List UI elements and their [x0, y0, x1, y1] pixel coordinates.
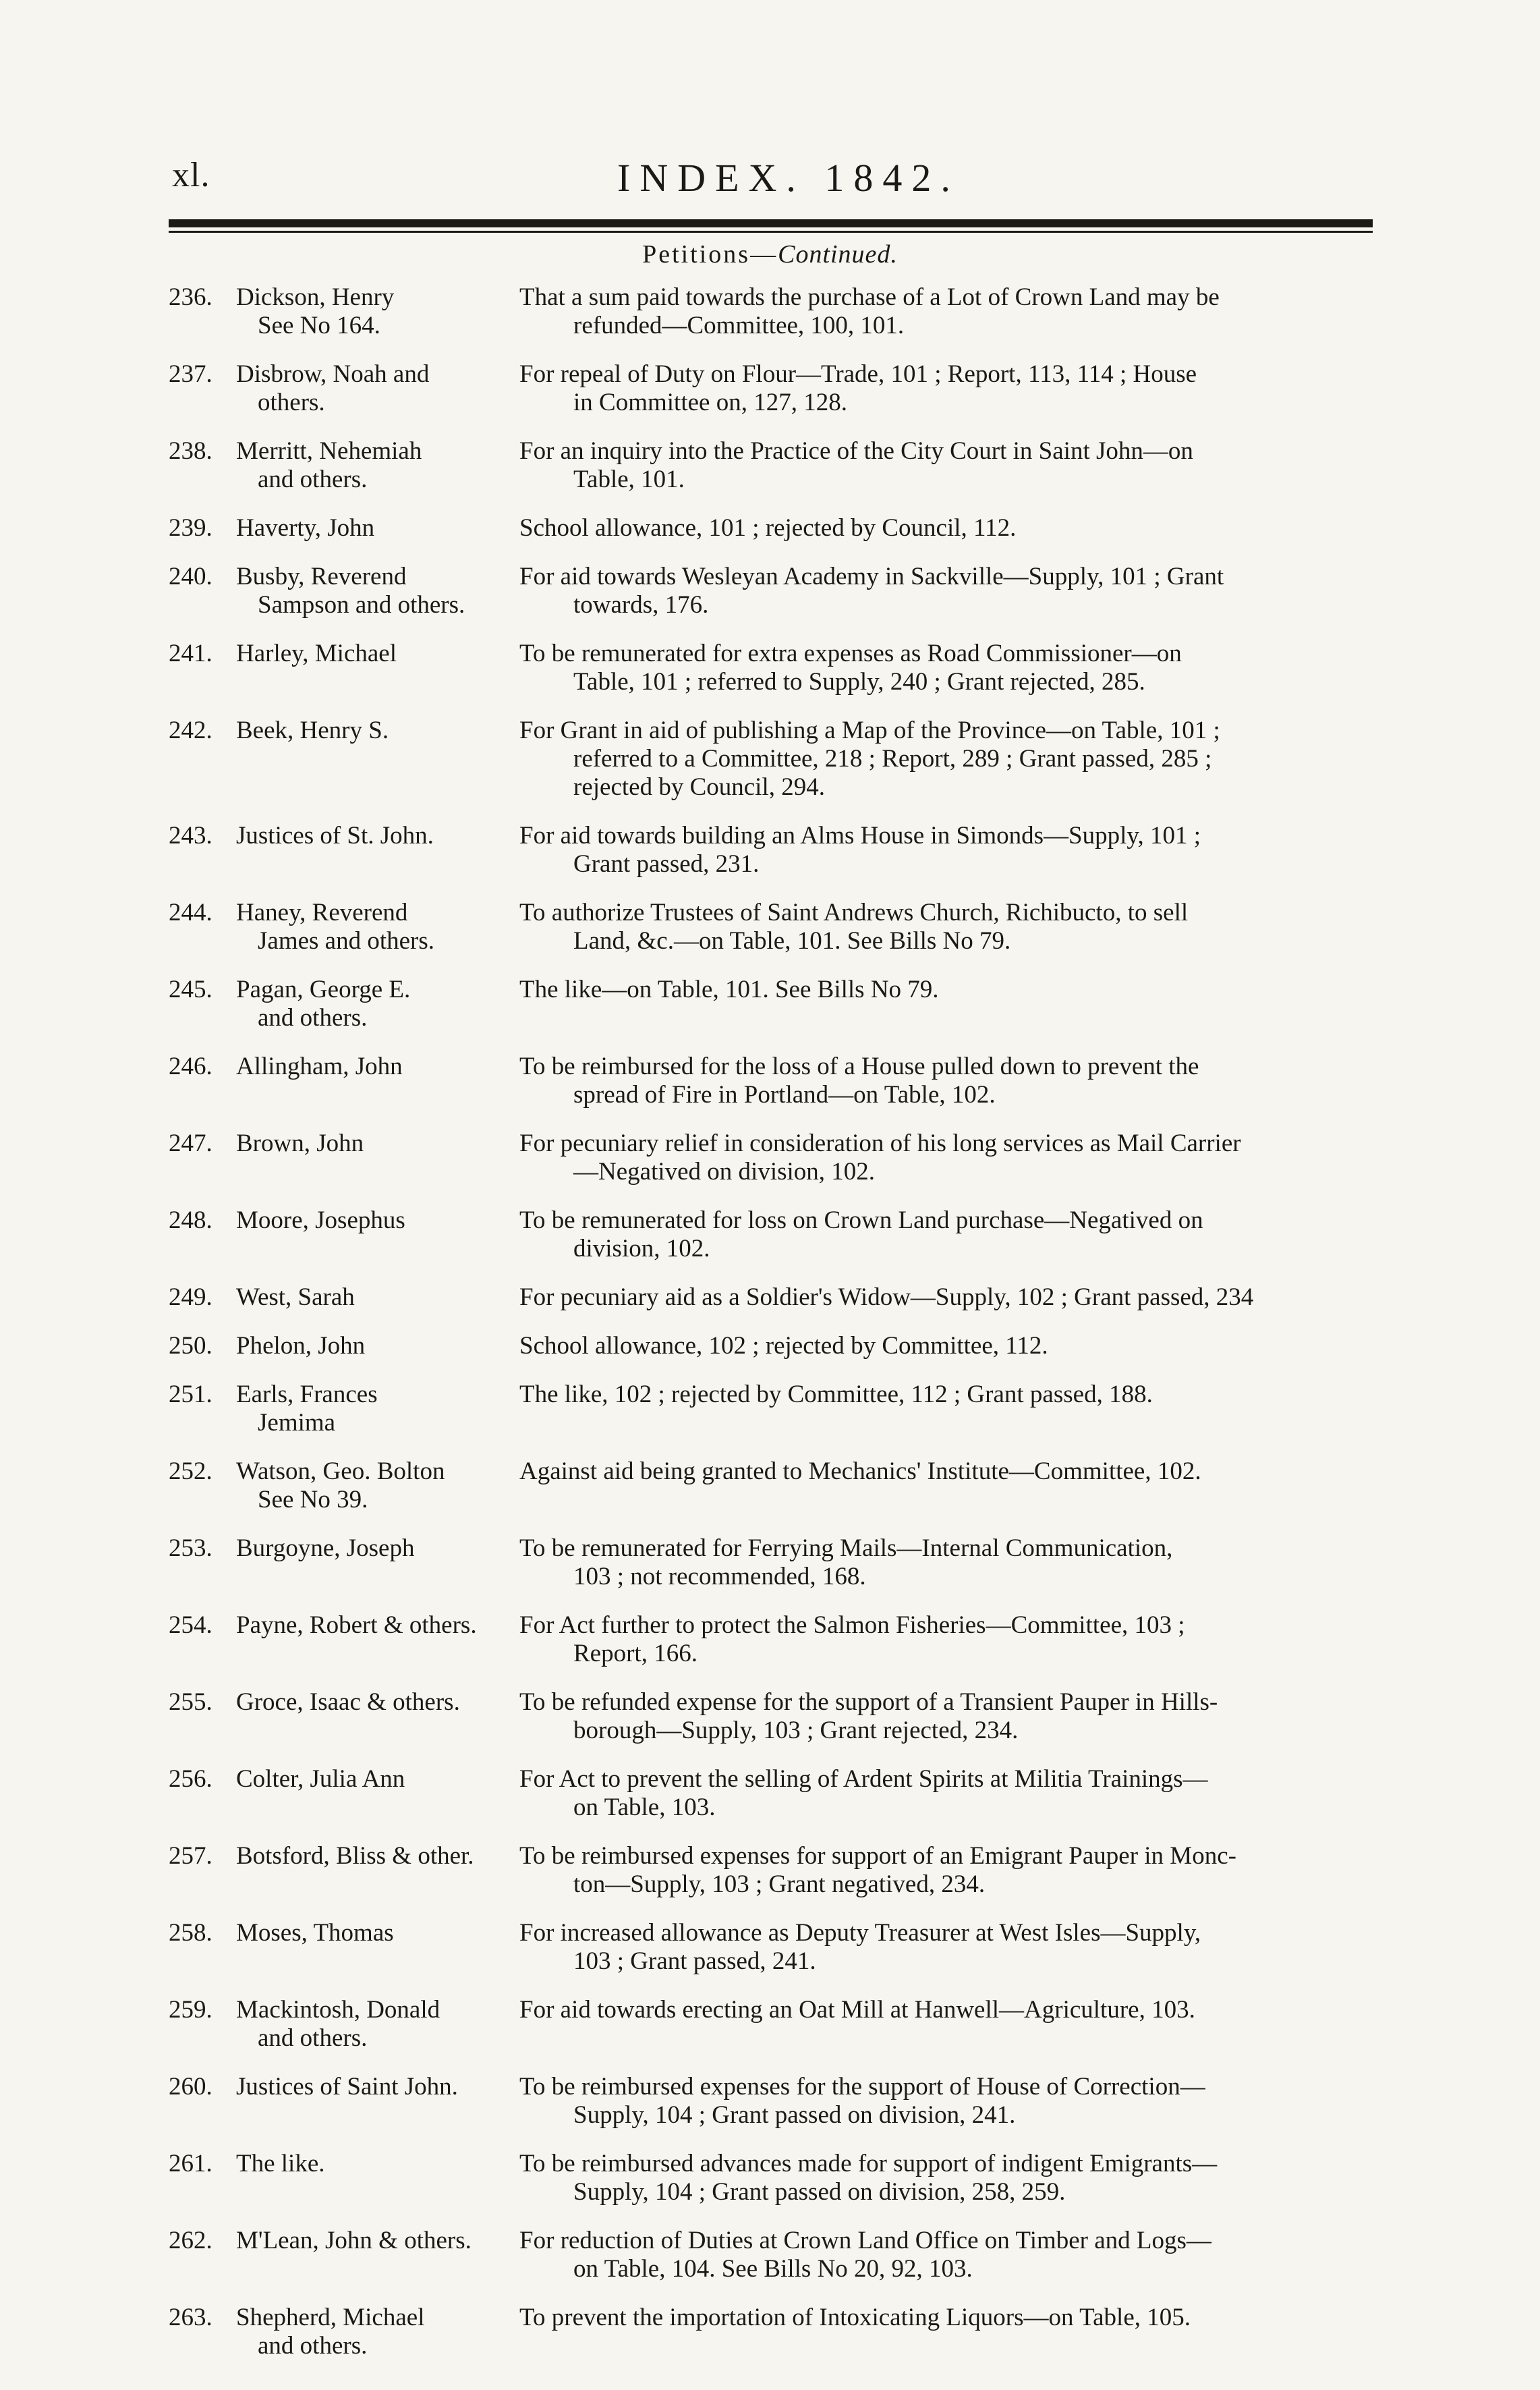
entry-number: 238.	[169, 437, 212, 465]
petitioner-line: James and others.	[258, 927, 435, 955]
entry-petitioner	[236, 1130, 519, 1158]
index-entry	[169, 1283, 1376, 1312]
entry-description	[519, 899, 1376, 955]
index-entry	[169, 1765, 1376, 1822]
entry-number: 263.	[169, 2304, 212, 2331]
description-line: For aid towards Wesleyan Academy in Sackville—Supply, 101 ; Grant	[519, 563, 1224, 590]
description-line: For aid towards erecting an Oat Mill at Hanwell—Agriculture, 103.	[519, 1996, 1195, 2024]
entry-number: 259.	[169, 1996, 212, 2024]
entry-description	[519, 2073, 1376, 2130]
description-line: To be remunerated for loss on Crown Land purchase—Negatived on	[519, 1206, 1203, 1234]
index-entry	[169, 1053, 1376, 1109]
description-line: Report, 166.	[573, 1640, 697, 1667]
description-line: Grant passed, 231.	[573, 850, 760, 878]
description-line: refunded—Committee, 100, 101.	[573, 312, 905, 339]
entry-number: 260.	[169, 2073, 212, 2101]
entry-petitioner	[236, 2227, 519, 2255]
description-line: For reduction of Duties at Crown Land Office on Timber and Logs—	[519, 2227, 1211, 2254]
description-line: Against aid being granted to Mechanics' Institute—Committee, 102.	[519, 1457, 1201, 1485]
description-line: To be reimbursed advances made for support of indigent Emigrants—	[519, 2150, 1218, 2177]
entry-petitioner	[236, 717, 519, 745]
petitioner-line: and others.	[258, 466, 368, 493]
entry-petitioner	[236, 1457, 519, 1514]
index-entry	[169, 283, 1376, 340]
petitioner-line: Dickson, Henry	[236, 283, 395, 311]
entry-petitioner	[236, 640, 519, 668]
index-entry	[169, 1919, 1376, 1976]
index-entry	[169, 563, 1376, 619]
description-line: For repeal of Duty on Flour—Trade, 101 ; Report, 113, 114 ; House	[519, 360, 1197, 388]
description-line: towards, 176.	[573, 591, 709, 619]
petitioner-line: Merritt, Nehemiah	[236, 437, 422, 465]
entry-number: 239.	[169, 514, 212, 542]
index-entry	[169, 2304, 1376, 2360]
description-line: ton—Supply, 103 ; Grant negatived, 234.	[573, 1870, 986, 1898]
index-entry	[169, 1130, 1376, 1186]
petitioner-line: Haney, Reverend	[236, 899, 408, 926]
petitioner-line: See No 164.	[258, 312, 380, 339]
petitioner-line: Moore, Josephus	[236, 1206, 405, 1234]
petitioner-line: Burgoyne, Joseph	[236, 1534, 415, 1562]
entry-number: 237.	[169, 360, 212, 388]
description-line: borough—Supply, 103 ; Grant rejected, 234.	[573, 1717, 1019, 1744]
petitioner-line: Mackintosh, Donald	[236, 1996, 440, 2024]
description-line: —Negatived on division, 102.	[573, 1158, 876, 1186]
petitioner-line: Payne, Robert & others.	[236, 1611, 477, 1639]
entry-petitioner	[236, 2150, 519, 2178]
description-line: To authorize Trustees of Saint Andrews Church, Richibucto, to sell	[519, 899, 1189, 926]
entry-description	[519, 2227, 1376, 2283]
description-line: spread of Fire in Portland—on Table, 102.	[573, 1081, 996, 1109]
entry-petitioner	[236, 1688, 519, 1717]
entry-number: 261.	[169, 2150, 212, 2177]
petitioner-line: Brown, John	[236, 1130, 364, 1157]
petitioner-line: Phelon, John	[236, 1332, 366, 1360]
description-line: rejected by Council, 294.	[573, 773, 825, 801]
entry-number: 247.	[169, 1130, 212, 1157]
header-rule-thin	[169, 231, 1373, 233]
entry-petitioner	[236, 360, 519, 417]
entry-number: 254.	[169, 1611, 212, 1639]
entry-description	[519, 1053, 1376, 1109]
index-entry	[169, 1457, 1376, 1514]
entry-petitioner	[236, 437, 519, 494]
entry-description	[519, 822, 1376, 879]
entry-description	[519, 1611, 1376, 1668]
entry-description	[519, 2304, 1376, 2332]
description-line: 103 ; not recommended, 168.	[573, 1563, 866, 1590]
petitioner-line: Moses, Thomas	[236, 1919, 394, 1947]
description-line: That a sum paid towards the purchase of a Lot of Crown Land may be	[519, 283, 1220, 311]
entry-petitioner	[236, 1283, 519, 1312]
section-continued: Continued.	[778, 240, 898, 269]
description-line: For Act to prevent the selling of Ardent Spirits at Militia Trainings—	[519, 1765, 1208, 1793]
entry-description	[519, 1283, 1376, 1312]
entry-description	[519, 1381, 1376, 1409]
index-entry	[169, 1611, 1376, 1668]
petitioner-line: Jemima	[258, 1409, 336, 1437]
petitioner-line: Pagan, George E.	[236, 976, 411, 1003]
entry-description	[519, 360, 1376, 417]
entry-description	[519, 1332, 1376, 1360]
entry-description	[519, 1765, 1376, 1822]
description-line: To be reimbursed expenses for the support of House of Correction—	[519, 2073, 1205, 2101]
entry-petitioner	[236, 2073, 519, 2101]
entry-petitioner	[236, 1053, 519, 1081]
section-label: Petitions—	[642, 240, 778, 269]
entry-petitioner	[236, 1206, 519, 1235]
petitioner-line: Allingham, John	[236, 1053, 403, 1080]
petitioner-line: Disbrow, Noah and	[236, 360, 430, 388]
entry-petitioner	[236, 1996, 519, 2053]
description-line: For pecuniary aid as a Soldier's Widow—Supply, 102 ; Grant passed, 234	[519, 1283, 1254, 1311]
section-heading	[0, 240, 1540, 269]
entry-description	[519, 1457, 1376, 1486]
entry-description	[519, 1996, 1376, 2024]
entry-description	[519, 563, 1376, 619]
description-line: For increased allowance as Deputy Treasurer at West Isles—Supply,	[519, 1919, 1201, 1947]
entry-petitioner	[236, 976, 519, 1032]
description-line: The like—on Table, 101. See Bills No 79.	[519, 976, 939, 1003]
description-line: 103 ; Grant passed, 241.	[573, 1947, 816, 1975]
entry-number: 253.	[169, 1534, 212, 1562]
index-entry	[169, 437, 1376, 494]
entry-number: 249.	[169, 1283, 212, 1311]
description-line: School allowance, 102 ; rejected by Committee, 112.	[519, 1332, 1048, 1360]
petitioner-line: Beek, Henry S.	[236, 717, 389, 744]
entry-petitioner	[236, 1381, 519, 1437]
entry-petitioner	[236, 563, 519, 619]
petitioner-line: Botsford, Bliss & other.	[236, 1842, 474, 1870]
index-entry	[169, 1206, 1376, 1263]
entry-number: 243.	[169, 822, 212, 850]
entry-description	[519, 1534, 1376, 1591]
index-entry	[169, 1996, 1376, 2053]
entry-petitioner	[236, 1765, 519, 1794]
petitioner-line: Haverty, John	[236, 514, 375, 542]
index-entry	[169, 640, 1376, 696]
entry-petitioner	[236, 1332, 519, 1360]
petitioner-line: See No 39.	[258, 1486, 368, 1513]
entry-petitioner	[236, 1919, 519, 1947]
entry-description	[519, 437, 1376, 494]
description-line: in Committee on, 127, 128.	[573, 389, 847, 416]
entry-number: 246.	[169, 1053, 212, 1080]
entry-description	[519, 1130, 1376, 1186]
page-title: INDEX. 1842.	[617, 156, 960, 200]
description-line: referred to a Committee, 218 ; Report, 289 ; Grant passed, 285 ;	[573, 745, 1212, 773]
index-entry	[169, 1534, 1376, 1591]
petitioner-line: Shepherd, Michael	[236, 2304, 425, 2331]
entry-description	[519, 1919, 1376, 1976]
description-line: To be refunded expense for the support of a Transient Pauper in Hills-	[519, 1688, 1218, 1716]
entry-petitioner	[236, 1611, 519, 1640]
petitioner-line: M'Lean, John & others.	[236, 2227, 472, 2254]
entry-petitioner	[236, 822, 519, 850]
petitioner-line: others.	[258, 389, 325, 416]
entry-number: 252.	[169, 1457, 212, 1485]
index-entry	[169, 822, 1376, 879]
petitioner-line: Justices of Saint John.	[236, 2073, 458, 2101]
entry-petitioner	[236, 283, 519, 340]
entry-number: 258.	[169, 1919, 212, 1947]
description-line: Supply, 104 ; Grant passed on division, 258, 259.	[573, 2178, 1066, 2206]
entry-list	[169, 283, 1376, 2381]
index-entry	[169, 1332, 1376, 1360]
description-line: For aid towards building an Alms House in Simonds—Supply, 101 ;	[519, 822, 1201, 850]
description-line: on Table, 104. See Bills No 20, 92, 103.	[573, 2255, 973, 2283]
petitioner-line: Groce, Isaac & others.	[236, 1688, 460, 1716]
petitioner-line: The like.	[236, 2150, 325, 2177]
entry-number: 242.	[169, 717, 212, 744]
entry-number: 250.	[169, 1332, 212, 1360]
entry-description	[519, 514, 1376, 543]
entry-description	[519, 283, 1376, 340]
description-line: For Grant in aid of publishing a Map of the Province—on Table, 101 ;	[519, 717, 1220, 744]
description-line: For an inquiry into the Practice of the City Court in Saint John—on	[519, 437, 1193, 465]
entry-number: 240.	[169, 563, 212, 590]
entry-number: 251.	[169, 1381, 212, 1408]
description-line: To be reimbursed expenses for support of an Emigrant Pauper in Monc-	[519, 1842, 1236, 1870]
description-line: Table, 101 ; referred to Supply, 240 ; Grant rejected, 285.	[573, 668, 1145, 696]
entry-number: 248.	[169, 1206, 212, 1234]
description-line: School allowance, 101 ; rejected by Council, 112.	[519, 514, 1017, 542]
entry-description	[519, 1206, 1376, 1263]
entry-description	[519, 1688, 1376, 1745]
petitioner-line: and others.	[258, 2024, 368, 2052]
description-line: For Act further to protect the Salmon Fisheries—Committee, 103 ;	[519, 1611, 1185, 1639]
entry-petitioner	[236, 899, 519, 955]
petitioner-line: and others.	[258, 1004, 368, 1032]
petitioner-line: Busby, Reverend	[236, 563, 407, 590]
petitioner-line: Colter, Julia Ann	[236, 1765, 405, 1793]
description-line: on Table, 103.	[573, 1794, 716, 1821]
entry-number: 256.	[169, 1765, 212, 1793]
index-entry	[169, 2150, 1376, 2206]
entry-description	[519, 976, 1376, 1004]
petitioner-line: Justices of St. John.	[236, 822, 434, 850]
petitioner-line: Sampson and others.	[258, 591, 465, 619]
description-line: Land, &c.—on Table, 101. See Bills No 79.	[573, 927, 1011, 955]
entry-number: 244.	[169, 899, 212, 926]
petitioner-line: and others.	[258, 2332, 368, 2360]
description-line: To prevent the importation of Intoxicating Liquors—on Table, 105.	[519, 2304, 1191, 2331]
description-line: Supply, 104 ; Grant passed on division, 241.	[573, 2101, 1016, 2129]
index-entry	[169, 1381, 1376, 1437]
index-entry	[169, 899, 1376, 955]
description-line: Table, 101.	[573, 466, 685, 493]
index-entry	[169, 1842, 1376, 1899]
entry-number: 236.	[169, 283, 212, 311]
petitioner-line: West, Sarah	[236, 1283, 355, 1311]
index-entry	[169, 514, 1376, 543]
petitioner-line: Watson, Geo. Bolton	[236, 1457, 445, 1485]
entry-petitioner	[236, 1842, 519, 1870]
entry-description	[519, 717, 1376, 802]
description-line: division, 102.	[573, 1235, 710, 1262]
petitioner-line: Harley, Michael	[236, 640, 397, 667]
description-line: To be remunerated for extra expenses as Road Commissioner—on	[519, 640, 1182, 667]
entry-number: 262.	[169, 2227, 212, 2254]
index-entry	[169, 360, 1376, 417]
index-entry	[169, 2227, 1376, 2283]
entry-petitioner	[236, 1534, 519, 1563]
entry-number: 241.	[169, 640, 212, 667]
description-line: To be reimbursed for the loss of a House pulled down to prevent the	[519, 1053, 1199, 1080]
folio-number: xl.	[172, 156, 210, 194]
index-entry	[169, 2073, 1376, 2130]
entry-description	[519, 2150, 1376, 2206]
entry-number: 255.	[169, 1688, 212, 1716]
entry-number: 257.	[169, 1842, 212, 1870]
entry-description	[519, 1842, 1376, 1899]
description-line: For pecuniary relief in consideration of his long services as Mail Carrier	[519, 1130, 1241, 1157]
entry-description	[519, 640, 1376, 696]
description-line: The like, 102 ; rejected by Committee, 112 ; Grant passed, 188.	[519, 1381, 1153, 1408]
page-header	[172, 155, 1373, 209]
entry-petitioner	[236, 514, 519, 543]
entry-petitioner	[236, 2304, 519, 2360]
description-line: To be remunerated for Ferrying Mails—Internal Communication,	[519, 1534, 1173, 1562]
index-entry	[169, 717, 1376, 802]
entry-number: 245.	[169, 976, 212, 1003]
petitioner-line: Earls, Frances	[236, 1381, 378, 1408]
header-rule-thick	[169, 219, 1373, 227]
index-entry	[169, 1688, 1376, 1745]
index-entry	[169, 976, 1376, 1032]
